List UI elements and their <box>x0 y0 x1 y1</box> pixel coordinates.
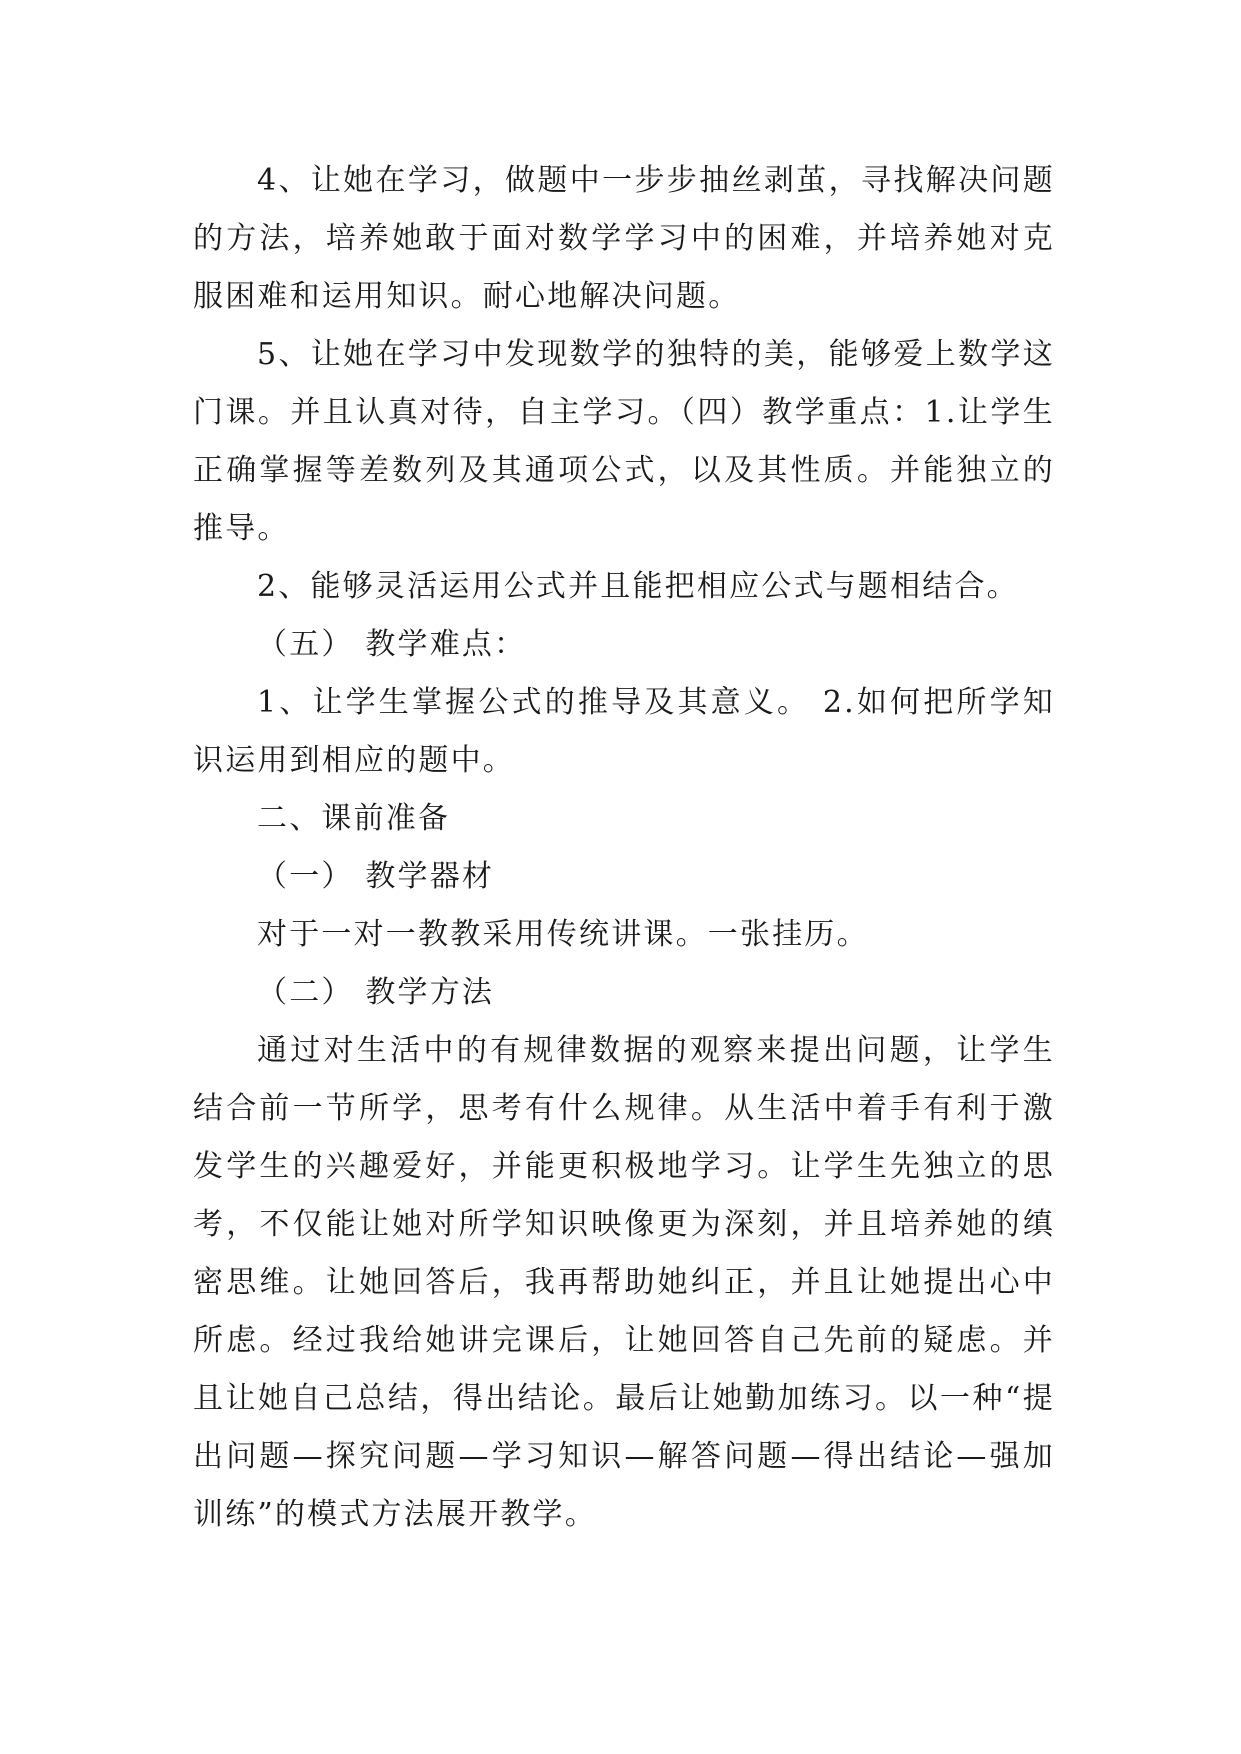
heading-difficulties: （五） 教学难点： <box>257 627 527 662</box>
paragraph-goal-4: 4、让她在学习，做题中一步步抽丝剥茧，寻找解决问题的方法，培养她敢于面对数学学习中的困难，并培养她对克服困难和运用知识。耐心地解决问题。 <box>193 163 1055 314</box>
body-text <box>193 152 1055 1544</box>
heading-preparation: 二、课前准备 <box>257 801 451 836</box>
paragraph-key-point-2: 2、能够灵活运用公式并且能把相应公式与题相结合。 <box>257 569 1019 604</box>
paragraph-goal-5-key-points: 5、让她在学习中发现数学的独特的美，能够爱上数学这门课。并且认真对待，自主学习。（四）教学重点：1.让学生正确掌握等差数列及其通项公式，以及其性质。并能独立的推导。 <box>193 337 1055 546</box>
paragraph-materials: 对于一对一教教采用传统讲课。一张挂历。 <box>257 917 869 952</box>
paragraph-methods: 通过对生活中的有规律数据的观察来提出问题，让学生结合前一节所学，思考有什么规律。从生活中着手有利于激发学生的兴趣爱好，并能更积极地学习。让学生先独立的思考，不仅能让她对所学知识映像更为深刻，并且培养她的缜密思维。让她回答后，我再帮助她纠正，并且让她提出心中所虑。经过我给她讲完课后，让她回答自己先前的疑虑。并且让她自己总结，得出结论。最后让她勤加练习。以一种“提出问题—探究问题—学习知识—解答问题—得出结论—强加训练”的模式方法展开教学。 <box>193 1033 1055 1532</box>
heading-methods: （二） 教学方法 <box>257 975 495 1010</box>
paragraph-difficulties: 1、让学生掌握公式的推导及其意义。 2.如何把所学知识运用到相应的题中。 <box>193 685 1055 778</box>
heading-materials: （一） 教学器材 <box>257 859 495 894</box>
